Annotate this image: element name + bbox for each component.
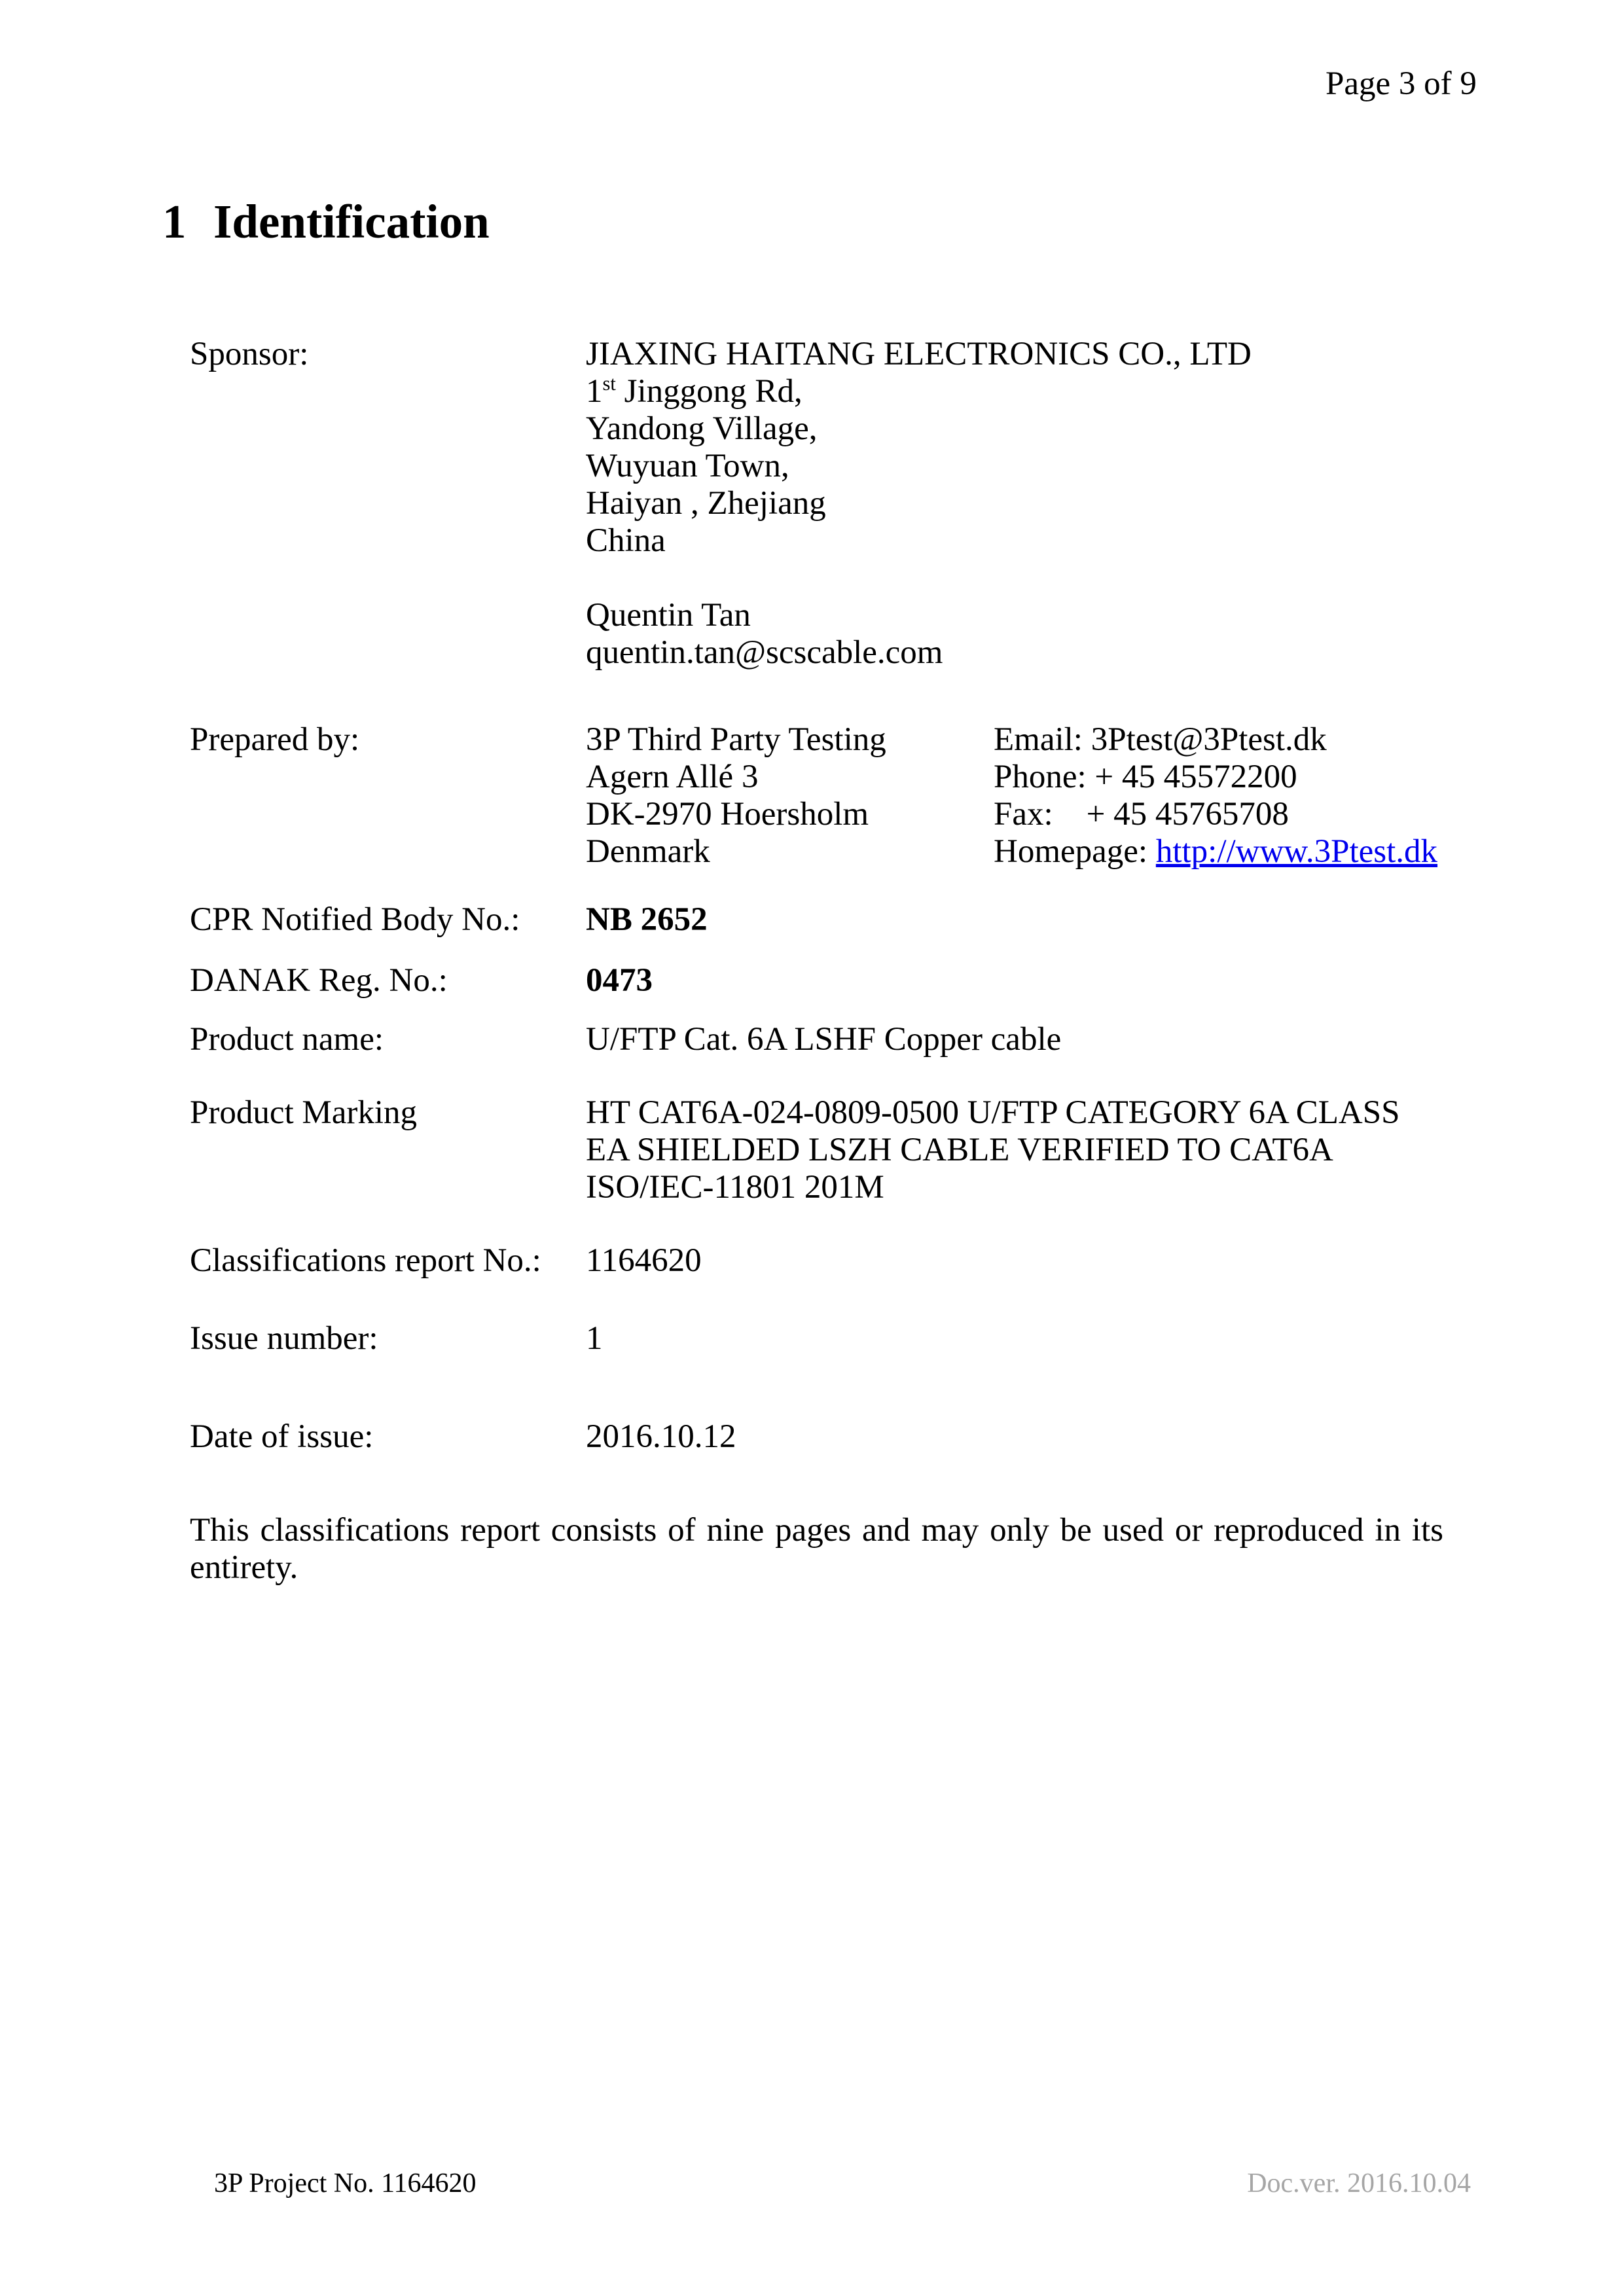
prepared-by-country: Denmark bbox=[586, 833, 710, 870]
prepared-by-email: Email: 3Ptest@3Ptest.dk bbox=[994, 721, 1327, 758]
cpr-value: NB 2652 bbox=[586, 901, 708, 938]
prepared-by-contact bbox=[994, 721, 1437, 870]
footer-doc-version: Doc.ver. 2016.10.04 bbox=[1247, 2168, 1471, 2198]
section-title: Identification bbox=[213, 195, 490, 248]
issue-number-row bbox=[190, 1320, 603, 1357]
sponsor-row bbox=[190, 336, 1252, 672]
sponsor-contact-name: Quentin Tan bbox=[586, 597, 751, 634]
product-marking-line-2: EA SHIELDED LSZH CABLE VERIFIED TO CAT6A bbox=[586, 1132, 1333, 1168]
date-of-issue-label: Date of issue: bbox=[190, 1418, 374, 1455]
cpr-label: CPR Notified Body No.: bbox=[190, 901, 520, 938]
date-of-issue-row bbox=[190, 1418, 736, 1456]
homepage-link[interactable]: http://www.3Ptest.dk bbox=[1155, 833, 1438, 870]
sponsor-address-line-1: 1st Jinggong Rd, bbox=[586, 372, 803, 410]
product-name-row bbox=[190, 1021, 1061, 1058]
sponsor-company: JIAXING HAITANG ELECTRONICS CO., LTD bbox=[586, 336, 1252, 372]
prepared-by-fax: Fax: + 45 45765708 bbox=[994, 796, 1289, 833]
prepared-by-city: DK-2970 Hoersholm bbox=[586, 796, 869, 833]
report-no-row bbox=[190, 1242, 702, 1280]
issue-number-label: Issue number: bbox=[190, 1320, 378, 1357]
sponsor-address-line-3: Wuyuan Town, bbox=[586, 448, 789, 484]
prepared-by-phone: Phone: + 45 45572200 bbox=[994, 759, 1297, 795]
sponsor-address-line-2: Yandong Village, bbox=[586, 410, 818, 447]
danak-row bbox=[190, 962, 653, 999]
prepared-by-org: 3P Third Party Testing bbox=[586, 721, 886, 758]
sponsor-address-line-5: China bbox=[586, 522, 666, 559]
sponsor-value bbox=[586, 336, 1252, 672]
product-marking-value bbox=[586, 1094, 1399, 1206]
homepage-label: Homepage: bbox=[994, 833, 1156, 870]
sponsor-label: Sponsor: bbox=[190, 336, 309, 372]
sponsor-contact-email: quentin.tan@scscable.com bbox=[586, 634, 943, 671]
entirety-note-line-1: This classifications report consists of nine pages and may only be used or reproduced in its bbox=[190, 1512, 1443, 1549]
sponsor-address-line-4: Haiyan , Zhejiang bbox=[586, 485, 826, 522]
footer-project-number: 3P Project No. 1164620 bbox=[214, 2168, 477, 2198]
product-marking-row bbox=[190, 1094, 1399, 1206]
prepared-by-label: Prepared by: bbox=[190, 721, 360, 758]
cpr-row bbox=[190, 901, 708, 939]
section-heading bbox=[162, 195, 490, 248]
entirety-note-line-2: entirety. bbox=[190, 1549, 298, 1586]
prepared-by-street: Agern Allé 3 bbox=[586, 759, 759, 795]
report-no-value: 1164620 bbox=[586, 1242, 702, 1279]
report-no-label: Classifications report No.: bbox=[190, 1242, 541, 1279]
danak-label: DANAK Reg. No.: bbox=[190, 962, 448, 999]
product-marking-line-1: HT CAT6A-024-0809-0500 U/FTP CATEGORY 6A CLASS bbox=[586, 1094, 1400, 1131]
ordinal-suffix: st bbox=[602, 372, 616, 395]
danak-value: 0473 bbox=[586, 962, 653, 999]
product-marking-line-3: ISO/IEC-11801 201M bbox=[586, 1169, 884, 1206]
page-number: Page 3 of 9 bbox=[1326, 65, 1477, 102]
section-number: 1 bbox=[162, 195, 187, 248]
date-of-issue-value: 2016.10.12 bbox=[586, 1418, 736, 1455]
product-marking-label: Product Marking bbox=[190, 1094, 418, 1131]
issue-number-value: 1 bbox=[586, 1320, 603, 1357]
prepared-by-row bbox=[190, 721, 1437, 870]
sponsor-contact bbox=[586, 597, 1252, 672]
prepared-by-address bbox=[586, 721, 994, 870]
product-name-value: U/FTP Cat. 6A LSHF Copper cable bbox=[586, 1021, 1062, 1058]
entirety-note bbox=[190, 1512, 1443, 1587]
product-name-label: Product name: bbox=[190, 1021, 384, 1058]
prepared-by-homepage bbox=[994, 833, 1437, 870]
